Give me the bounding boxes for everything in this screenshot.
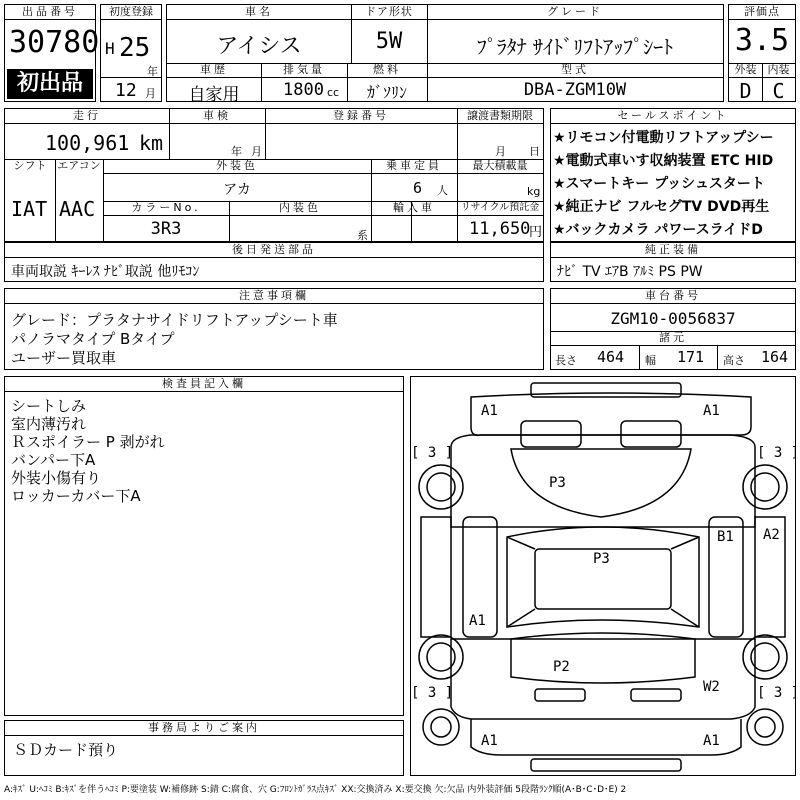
mark-tread-fl: [ 3 ] <box>411 445 454 461</box>
later-parts-text: 車両取説 ｷｰﾚｽ ﾅﾋﾞ取説 他ﾘﾓｺﾝ <box>11 264 200 280</box>
chassis-number: ZGM10-0056837 <box>610 309 736 328</box>
ac-header: エアコン <box>57 159 101 172</box>
inspection-header: 車検 <box>203 109 231 122</box>
lot-box <box>4 4 100 102</box>
sales-item: ★リモコン付電動リフトアップシー <box>553 130 774 146</box>
inspector-line: ロッカーカバー下A <box>11 487 141 505</box>
int-color-unit: 系 <box>357 229 368 242</box>
interior-header: 内装 <box>767 63 790 76</box>
notes-line: グレード：プラタナサイドリフトアップシート車 <box>11 311 338 329</box>
history-header: 車歴 <box>200 63 228 76</box>
mark-tread-rr: [ 3 ] <box>757 685 795 701</box>
history-value: 自家用 <box>188 85 240 105</box>
sales-header: セールスポイント <box>551 109 795 124</box>
mark-tread-fr: [ 3 ] <box>757 445 795 461</box>
inspection-month-unit: 月 <box>251 145 262 158</box>
displacement-value: 1800 <box>283 80 324 100</box>
length-label: 長さ <box>555 354 577 367</box>
shift-value: IAT <box>11 197 48 221</box>
inspector-line: 外装小傷有り <box>11 469 102 487</box>
mark-a2-right: A2 <box>763 527 780 543</box>
color-no-header: カラーNo. <box>131 201 201 214</box>
inspector-box <box>4 376 404 716</box>
grade: ﾌﾟﾗﾀﾅ ｻｲﾄﾞﾘﾌﾄｱｯﾌﾟｼｰﾄ <box>476 35 674 59</box>
mileage-unit: km <box>139 131 164 155</box>
legend-text: A:ｷｽﾞ U:ﾍｺﾐ B:ｷｽﾞを伴うﾍｺﾐ P:要塗装 W:補修跡 S:錆 C:腐食、穴 G:ﾌﾛﾝﾄｶﾞﾗｽ点ｷｽﾞ XX:交換済み X:要交換 欠:欠品 内外装評価 5段階ﾗﾝｸ順(A･B･C･D･E) 2 <box>4 785 627 795</box>
grade-header: グレード <box>547 5 603 18</box>
equipment-box <box>550 242 796 282</box>
model-value: DBA-ZGM10W <box>523 80 627 100</box>
equipment-text: ﾅﾋﾞ TV ｴｱB ｱﾙﾐ PS PW <box>557 264 703 280</box>
mark-a1-rear-right: A1 <box>703 733 720 749</box>
reg-month: 12 <box>115 80 137 101</box>
length-value: 464 <box>597 348 625 366</box>
inspector-line: シートしみ <box>11 397 87 415</box>
exterior-grade: D <box>739 79 752 103</box>
displacement-header: 排気量 <box>283 63 325 76</box>
transfer-day-unit: 日 <box>529 145 540 158</box>
door-header: ドア形状 <box>365 5 413 18</box>
recycle-value: 11,650 <box>469 219 531 239</box>
regno-header: 登録番号 <box>333 109 389 122</box>
height-value: 164 <box>761 348 789 366</box>
office-header: 事務局よりご案内 <box>5 721 403 736</box>
inspector-line: バンパー下A <box>11 451 96 469</box>
first-listing-badge: 初出品 <box>7 69 93 99</box>
vehicle-info-box <box>166 4 724 105</box>
mark-b1-right: B1 <box>717 529 734 545</box>
notes-box <box>4 288 544 370</box>
mark-p2-rear: P2 <box>553 659 570 675</box>
capacity-header: 乗車定員 <box>386 159 442 172</box>
mileage-value: 100,961 <box>45 131 130 155</box>
load-unit: kg <box>527 185 541 198</box>
recycle-unit: 円 <box>529 225 543 240</box>
mark-a1-rear-left: A1 <box>481 733 498 749</box>
lot-number: 30780 <box>9 25 100 60</box>
dims-header: 諸元 <box>659 331 687 344</box>
recycle-header: リサイクル預託金 <box>460 202 540 213</box>
sales-item: ★スマートキー プッシュスタート <box>553 176 765 192</box>
notes-line: パノラマタイプ Bタイプ <box>11 330 175 348</box>
width-value: 171 <box>677 348 705 366</box>
mark-a1-front-left: A1 <box>481 403 498 419</box>
exterior-header: 外装 <box>734 63 757 76</box>
lot-header: 出品番号 <box>5 5 95 20</box>
reg-year: 25 <box>119 33 151 63</box>
interior-grade: C <box>772 79 785 103</box>
inspector-line: 室内薄汚れ <box>11 415 87 433</box>
reg-era: H <box>105 39 115 58</box>
specs-box <box>4 108 544 242</box>
transfer-month-unit: 月 <box>495 145 506 158</box>
score-value: 3.5 <box>734 23 790 58</box>
reg-year-unit: 年 <box>147 65 158 78</box>
registration-header: 初度登録 <box>101 5 161 20</box>
mileage-header: 走行 <box>73 109 101 122</box>
later-parts-header: 後日発送部品 <box>5 243 543 258</box>
registration-box <box>100 4 162 102</box>
load-header: 最大積載量 <box>472 159 528 172</box>
model-header: 型式 <box>561 63 589 76</box>
ext-color-header: 外装色 <box>216 159 258 172</box>
notes-line: ユーザー買取車 <box>11 349 117 367</box>
sales-item: ★純正ナビ フルセグTV DVD再生 <box>553 199 770 215</box>
inspector-header: 検査員記入欄 <box>5 377 403 392</box>
office-text: ＳＤカード預り <box>13 741 119 759</box>
sales-points-box <box>550 108 796 242</box>
transfer-header: 譲渡書類期限 <box>467 109 533 122</box>
mark-w2-rear: W2 <box>703 679 720 695</box>
chassis-box <box>550 288 796 370</box>
fuel-value: ｶﾞｿﾘﾝ <box>366 83 407 102</box>
width-label: 幅 <box>645 354 656 367</box>
mark-p3-hood: P3 <box>549 475 566 491</box>
door-type: 5W <box>375 29 403 54</box>
capacity-unit: 人 <box>437 184 448 197</box>
car-diagram <box>410 376 796 776</box>
mark-tread-rl: [ 3 ] <box>411 685 454 701</box>
height-label: 高さ <box>723 354 745 367</box>
chassis-header: 車台番号 <box>551 289 795 304</box>
sales-item: ★電動式車いす収納装置 ETC HID <box>553 153 774 169</box>
inspector-line: Ｒスポイラー P 剥がれ <box>11 433 165 451</box>
ac-value: AAC <box>59 197 96 221</box>
fuel-header: 燃料 <box>373 63 401 76</box>
later-parts-box <box>4 242 544 282</box>
mark-a1-front-right: A1 <box>703 403 720 419</box>
int-color-header: 内装色 <box>279 201 321 214</box>
inspection-year-unit: 年 <box>231 145 242 158</box>
office-box <box>4 720 404 776</box>
ext-color-value: アカ <box>223 182 251 198</box>
equipment-header: 純正装備 <box>551 243 795 258</box>
import-header: 輸入車 <box>393 201 435 214</box>
notes-header: 注意事項欄 <box>5 289 543 304</box>
sales-item: ★バックカメラ パワースライドD <box>553 222 763 238</box>
car-name: アイシス <box>216 34 302 59</box>
name-header: 車名 <box>245 5 273 18</box>
capacity-value: 6 <box>413 179 423 197</box>
score-box <box>728 4 796 102</box>
mark-p3-roof: P3 <box>593 551 610 567</box>
shift-header: シフト <box>13 159 47 172</box>
score-header: 評価点 <box>729 5 795 20</box>
mark-a1-left: A1 <box>469 613 486 629</box>
color-no-value: 3R3 <box>150 219 182 239</box>
displacement-unit: cc <box>327 86 340 99</box>
car-diagram-svg <box>411 377 795 775</box>
reg-month-unit: 月 <box>145 87 156 100</box>
